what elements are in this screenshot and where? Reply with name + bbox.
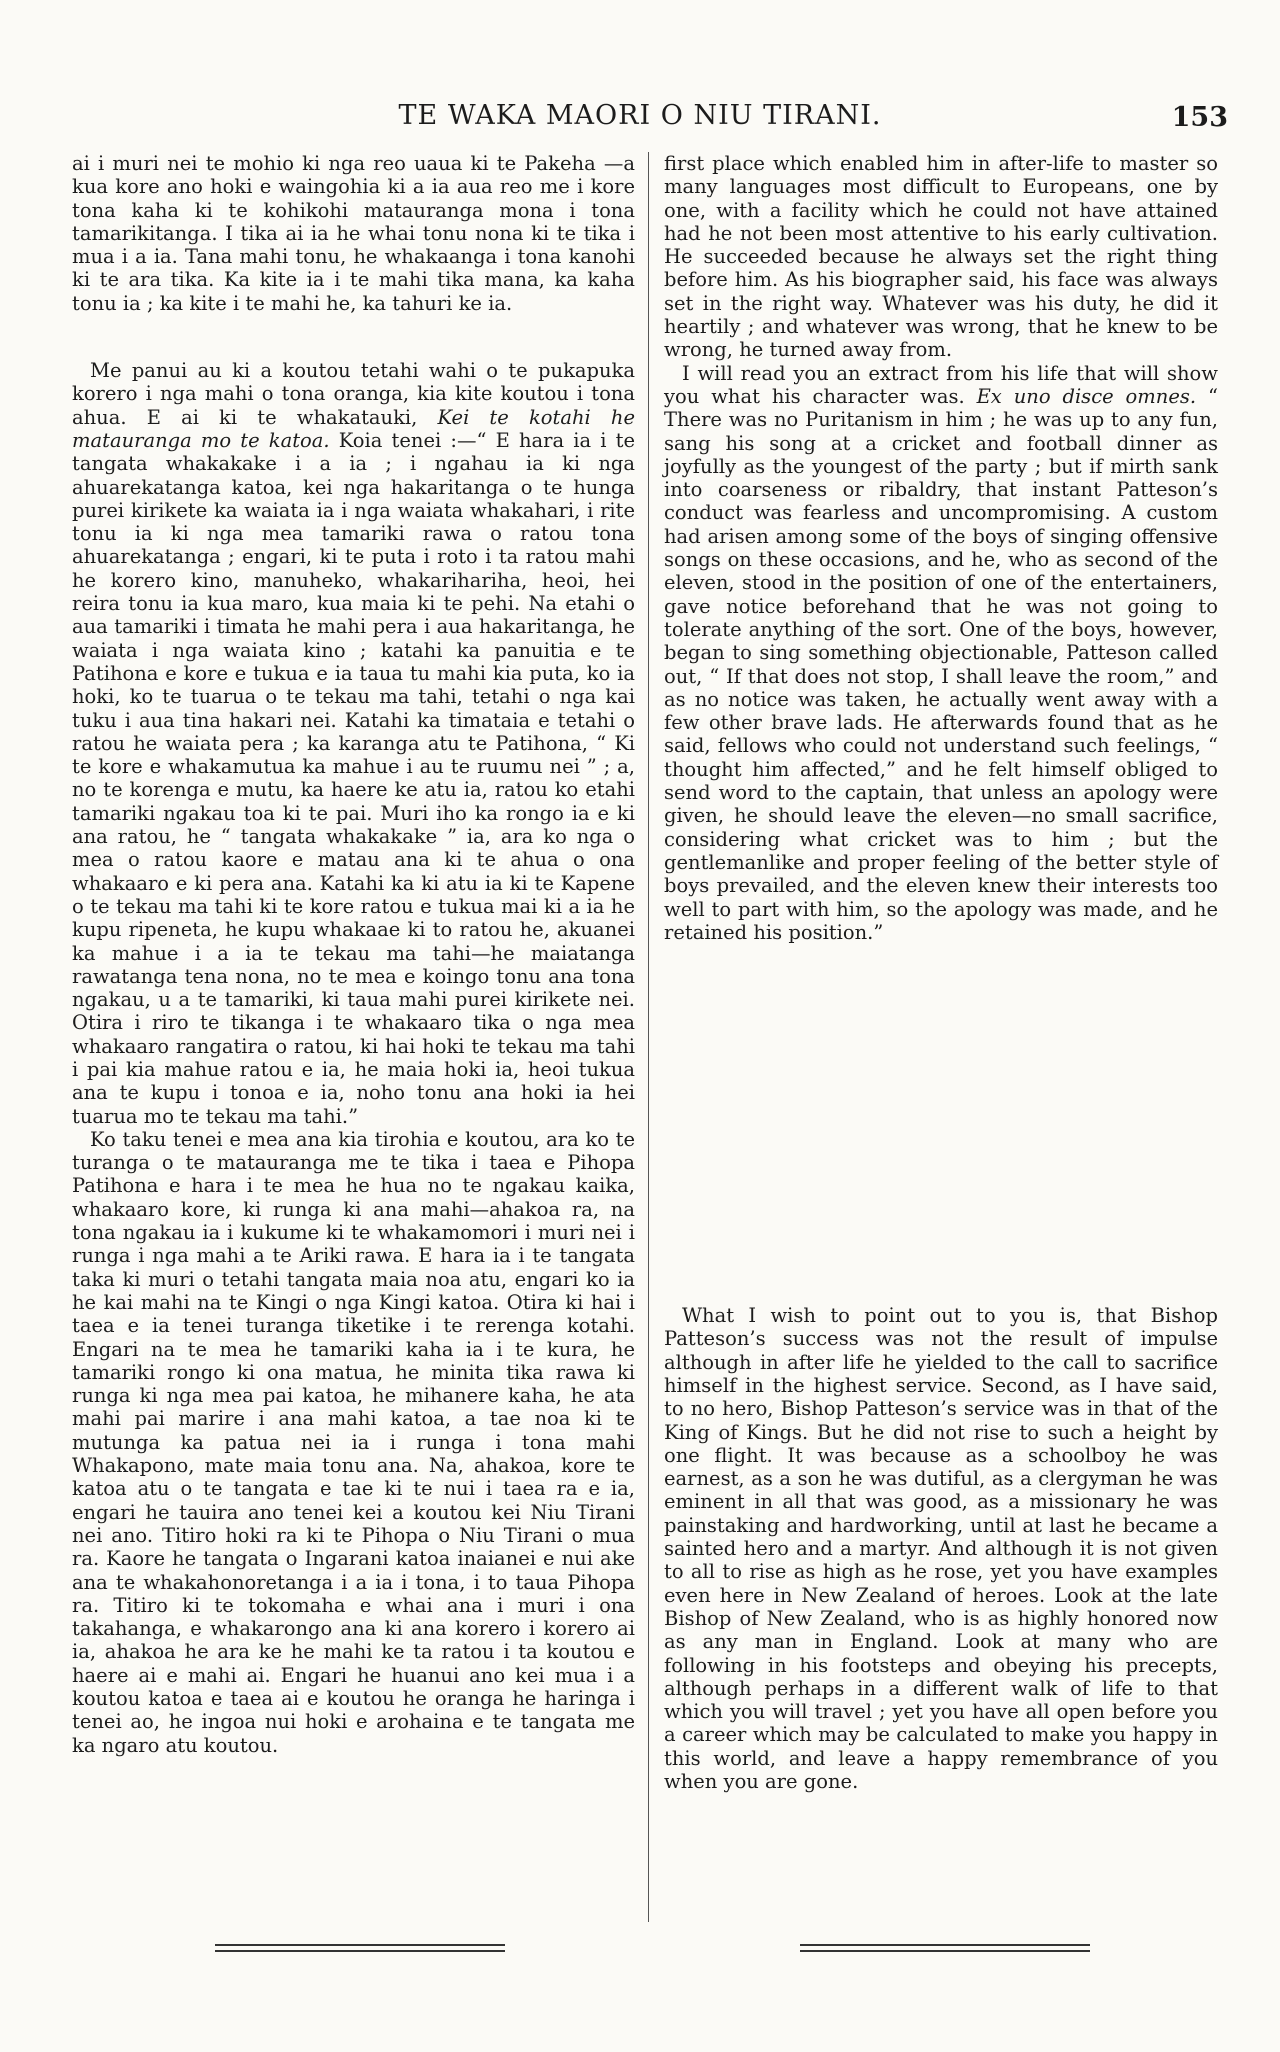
page-title: TE WAKA MAORI O NIU TIRANI. bbox=[398, 100, 882, 131]
left-paragraph-3: Ko taku tenei e mea ana kia tirohia e koutou, ara ko te turanga o te matauranga me te tika i taea e Pihopa Patihona e hara i te mea he hua no te ngakau kaika, whakaaro kore, ki runga ki ana mahi—ahakoa ra, na tona ngakau ia i kukume ki te whakamomori i muri nei i runga i nga mahi a te Ariki rawa. E hara ia i te tangata taka ki muri o tetahi tangata maia noa atu, engari ko ia he kai mahi na te Kingi o nga Kingi katoa. Otira ki hai i taea e ia tenei turanga tiketike i te rerenga kotahi. Engari na te mea he tamariki kaha ia i te kura, he tamariki rongo ki ona matua, he minita tika rawa ki runga ki nga mea pai katoa, he mihanere kaha, he ata mahi pai marire i ana mahi katoa, a tae noa ki te mutunga ka patua nei ia i runga i tona mahi Whakapono, mate maia tonu ana. Na, ahakoa, kore te katoa atu o te tangata e tae ki te nui i taea ra e ia, engari he tauira ano tenei kei a koutou kei Niu Tirani nei ano. Titiro hoki ra ki te Pihopa o Niu Tirani o mua ra. Kaore he tangata o Ingarani katoa inaianei e nui ake ana te whakahonoretanga i a ia i tona, i to taua Pihopa ra. Titiro ki te tokomaha e whai ana i muri i ona takahanga, e whakarongo ana ki ana korero i korero ai ia, ahakoa he ara ke he mahi ke ta ratou i ta koutou e haere ai e mahi ai. Engari he huanui ano kei mua i a koutou katoa e taea ai e koutou he oranga he haringa i tenei ao, he ingoa nui hoki e arohaina e te tangata me ka ngaro atu koutou. bbox=[72, 1127, 635, 1757]
footer-rule-left-2 bbox=[215, 1950, 505, 1952]
left-paragraph-2-rest: Koia tenei :—“ E hara ia i te tangata whakakake i a ia ; i ngahau ia ki nga ahuarekatanga katoa, kei nga hakaritanga o te hunga purei kirikete ka waiata ia i nga waiata whakahari, i rite tonu ia ki nga mea tamariki rawa o ratou tona ahuarekatanga ; engari, ki te puta i roto i ta ratou mahi he korero kino, manuheko, whakarihariha, heoi, hei reira tonu ia kua maro, kua maia ki te pehi. Na etahi o aua tamariki i timata he mahi pera i aua hakaritanga, he waiata i nga waiata kino ; katahi ka panuitia e te Patihona e kore e tukua e ia taua tu mahi kia puta, ko ia hoki, ko te tuarua o te tekau ma tahi, tetahi o nga kai tuku i aua tina hakari nei. Katahi ka timataia e tetahi o ratou he waiata pera ; ka karanga atu te Patihona, “ Ki te kore e whakamutua ka mahue i au te ruumu nei ” ; a, no te korenga e mutu, ka haere ke atu ia, ratou ko etahi tamariki ngakau toa ki te pai. Muri iho ka rongo ia e ki ana ratou, he “ tangata whakakake ” ia, ara ko nga o mea o ratou kaore e matau ana ki te ahua o ona whakaaro e ki pera ana. Katahi ka ki atu ia ki te Kapene o te tekau ma tahi ki te kore ratou e tukua mai ki a ia he kupu ripeneta, he kupu whakaae ki to ratou he, akuanei ka mahue i a ia te tekau ma tahi—he maiatanga rawatanga tena nona, no te mea e koingo tonu ana tona ngakau, u a te tamariki, ki taua mahi purei kirikete nei. Otira i riro te tikanga i te whakaaro tika o nga mea whakaaro rangatira o ratou, ki hai hoki te tekau ma tahi i pai kia mahue ratou e ia, he maia hoki ia, heoi tukua ana te kupu i tonoa e ia, noho tonu ana hoki ia hei tuarua mo te tekau ma tahi.” bbox=[72, 428, 635, 1128]
right-paragraph-1: first place which enabled him in after-life to master so many languages most difficult to Europeans, one by one, with a facility which he could not have attained had he not been most attentive to his early cultivation. He succeeded because he always set the right thing before him. As his biographer said, his face was always set in the right way. Whatever was his duty, he did it heartily ; and whatever was wrong, that he knew to be wrong, he turned away from. bbox=[664, 152, 1218, 362]
right-paragraph-2-rest: “ There was no Puritanism in him ; he was up to any fun, sang his song at a cricket and football dinner as joyfully as the youngest of the party ; but if mirth sank into coarseness or ribaldry, that instant Patteson’s conduct was fearless and uncompromising. A custom had arisen among some of the boys of singing offensive songs on these occasions, and he, who as second of the eleven, stood in the position of one of the entertainers, gave notice beforehand that he was not going to tolerate anything of the sort. One of the boys, however, began to sing something objectionable, Patteson called out, “ If that does not stop, I shall leave the room,” and as no notice was taken, he actually went away with a few other brave lads. He afterwards found that as he said, fellows who could not understand such feelings, “ thought him affected,” and he felt himself obliged to send word to the captain, that unless an apology were given, he should leave the eleven—no small sacrifice, considering what cricket was to him ; but the gentlemanlike and proper feeling of the better style of boys prevailed, and the eleven knew their interests too well to part with him, so the apology was made, and he retained his position.” bbox=[664, 384, 1218, 944]
page-number: 153 bbox=[1171, 102, 1228, 133]
left-paragraph-1: ai i muri nei te mohio ki nga reo uaua ki te Pakeha —a kua kore ano hoki e waingohia ki a ia aua reo me i kore tona kaha ki te kohikohi matauranga mona i tona tamarikitanga. I tika ai ia he whai tonu nona ki te tika i mua i a ia. Tana mahi tonu, he whakaanga i tona kanohi ki te ara tika. Ka kite ia i te mahi tika mana, ka kaha tonu ia ; ka kite i te mahi he, ka tahuri ke ia. bbox=[72, 152, 635, 315]
right-column bbox=[664, 152, 1218, 1793]
footer-rule-right-2 bbox=[800, 1950, 1090, 1952]
footer-rule-left-1 bbox=[215, 1944, 505, 1946]
right-paragraph-2 bbox=[664, 362, 1218, 944]
column-divider bbox=[648, 152, 649, 1922]
right-paragraph-2-start: I will read you an extract from his life that will show you what his character was. bbox=[664, 361, 1218, 408]
left-paragraph-2-start: Me panui au ki a koutou tetahi wahi o te pukapuka korero i nga mahi o tona oranga, kia kite koutou i tona ahua. E ai ki te whakatauki, bbox=[72, 359, 635, 429]
left-paragraph-2 bbox=[72, 359, 635, 1128]
footer-rule-right-1 bbox=[800, 1944, 1090, 1946]
right-paragraph-3: What I wish to point out to you is, that Bishop Patteson’s success was not the result of impulse although in after life he yielded to the call to sacrifice himself in the highest service. Second, as I have said, to no hero, Bishop Patteson’s service was in that of the King of Kings. But he did not rise to such a height by one flight. It was because as a schoolboy he was earnest, as a son he was dutiful, as a clergyman he was eminent in all that was good, as a missionary he was painstaking and hardworking, until at last he became a sainted hero and a martyr. And although it is not given to all to rise as high as he rose, yet you have examples even here in New Zealand of heroes. Look at the late Bishop of New Zealand, who is as highly honored now as any man in England. Look at many who are following in his footsteps and obeying his precepts, although perhaps in a different walk of life to that which you will travel ; yet you have all open before you a career which may be calculated to make you happy in this world, and leave a happy remembrance of you when you are gone. bbox=[664, 1304, 1218, 1794]
right-latin-quote: Ex uno disce omnes. bbox=[976, 384, 1197, 408]
left-column bbox=[72, 152, 635, 1757]
page-header bbox=[0, 98, 1280, 142]
left-proverb: Kei te kotahi he matauranga mo te katoa. bbox=[72, 405, 635, 452]
